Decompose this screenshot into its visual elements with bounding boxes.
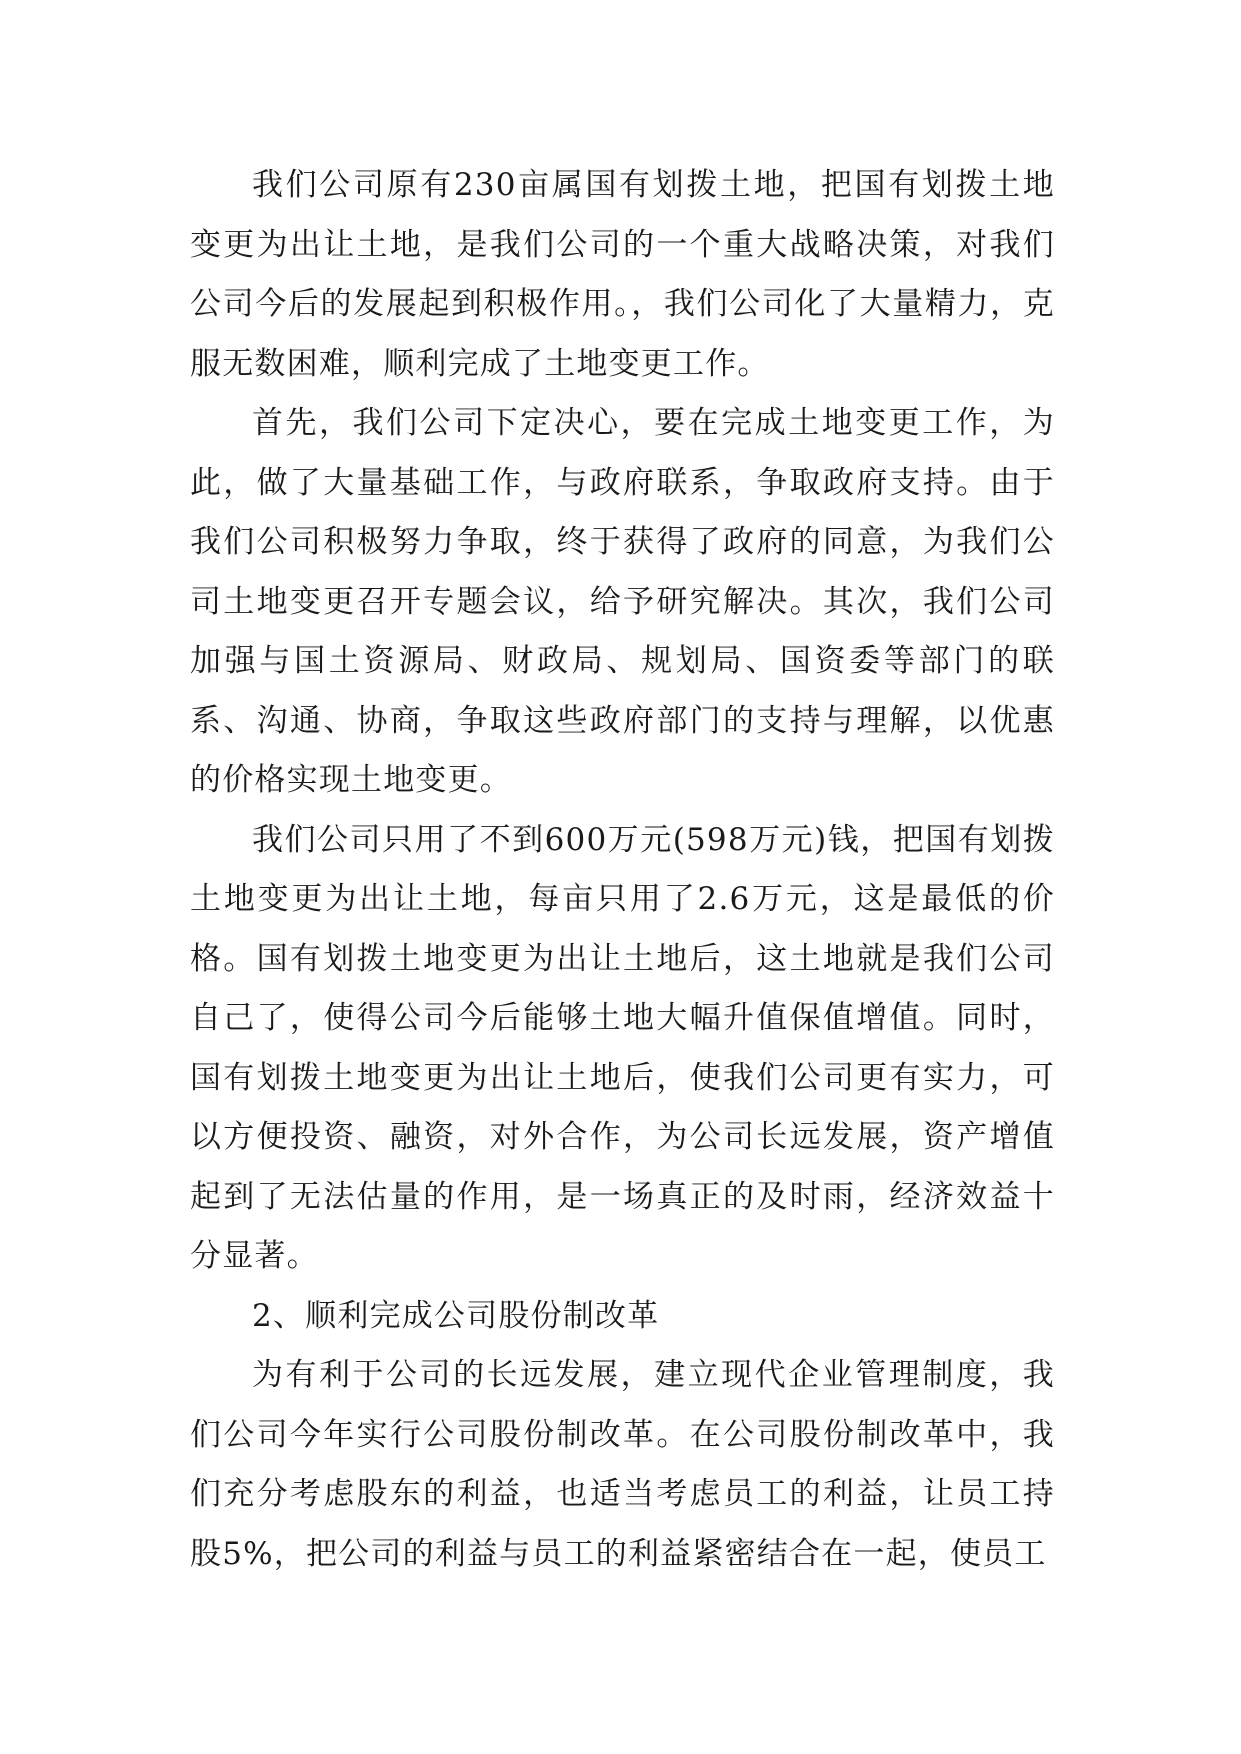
paragraph-land-cost: 我们公司只用了不到600万元(598万元)钱，把国有划拨土地变更为出让土地，每亩只用了2.6万元，这是最低的价格。国有划拨土地变更为出让土地后，这土地就是我们公司自己了，使得公司今后能够土地大幅升值保值增值。同时，国有划拨土地变更为出让土地后，使我们公司更有实力，可以方便投资、融资，对外合作，为公司长远发展，资产增值起到了无法估量的作用，是一场真正的及时雨，经济效益十分显著。 [190, 821, 1055, 1274]
paragraph-shareholding-reform: 为有利于公司的长远发展，建立现代企业管理制度，我们公司今年实行公司股份制改革。在公司股份制改革中，我们充分考虑股东的利益，也适当考虑员工的利益，让员工持股5%，把公司的利益与员工的利益紧密结合在一起，使员工 [190, 1357, 1055, 1572]
document-body [190, 156, 1055, 1584]
section-heading-shareholding-reform: 2、顺利完成公司股份制改革 [252, 1297, 660, 1334]
paragraph-land-overview: 我们公司原有230亩属国有划拨土地，把国有划拨土地变更为出让土地，是我们公司的一个重大战略决策，对我们公司今后的发展起到积极作用。，我们公司化了大量精力，克服无数困难，顺利完成了土地变更工作。 [190, 167, 1055, 382]
paragraph-land-process: 首先，我们公司下定决心，要在完成土地变更工作，为此，做了大量基础工作，与政府联系，争取政府支持。由于我们公司积极努力争取，终于获得了政府的同意，为我们公司土地变更召开专题会议，给予研究解决。其次，我们公司加强与国土资源局、财政局、规划局、国资委等部门的联系、沟通、协商，争取这些政府部门的支持与理解，以优惠的价格实现土地变更。 [190, 405, 1055, 798]
